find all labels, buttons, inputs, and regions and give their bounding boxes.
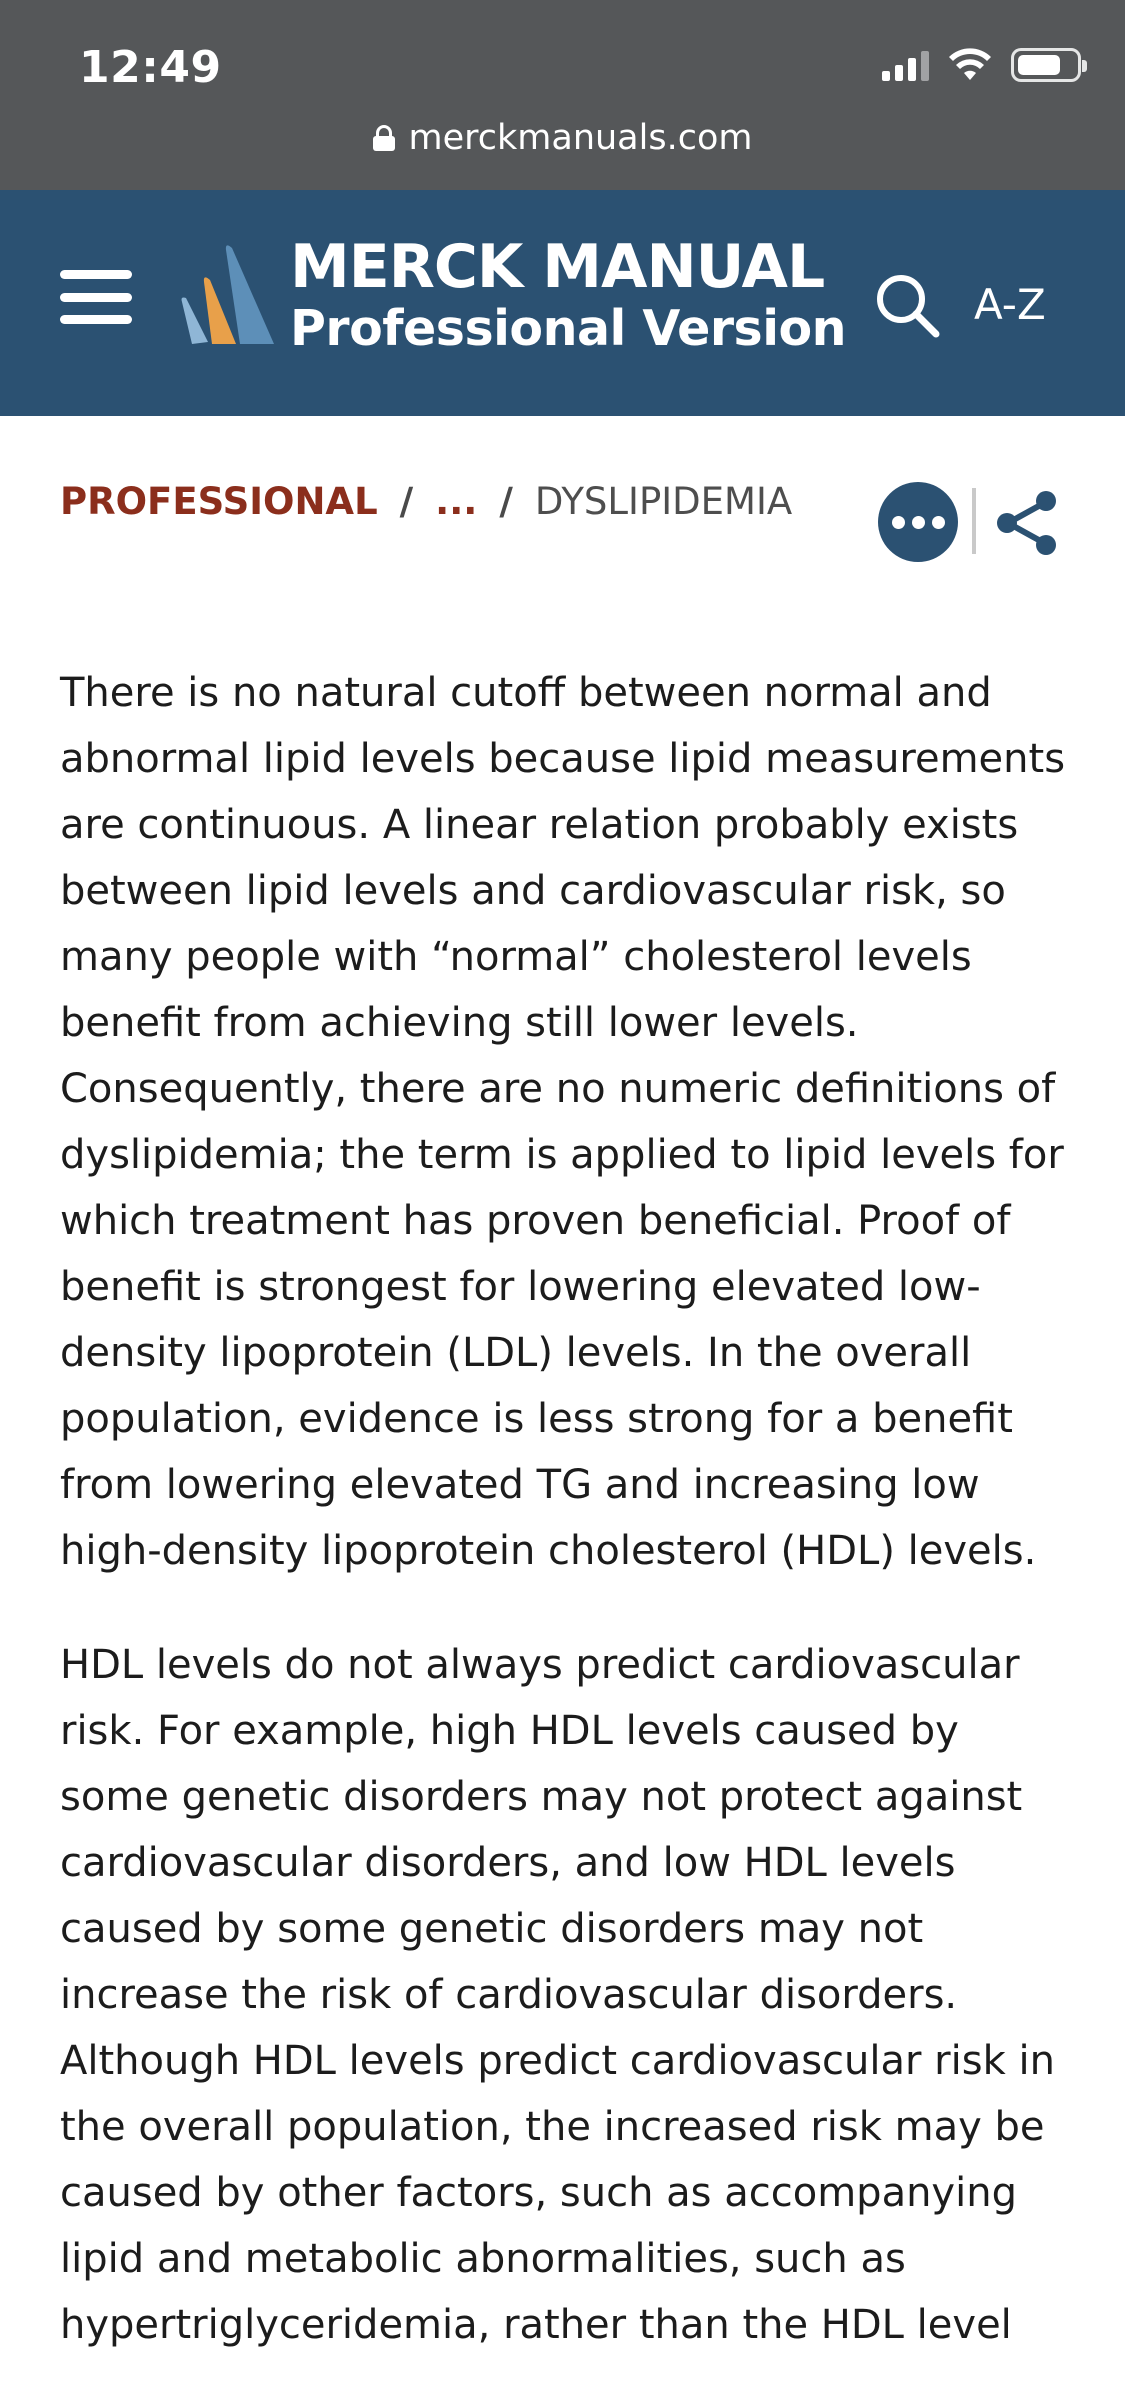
breadcrumb-separator: / bbox=[499, 480, 513, 523]
az-index-link[interactable]: A-Z bbox=[974, 280, 1046, 329]
brand-subtitle: Professional Version bbox=[290, 300, 847, 357]
brand-name: MERCK MANUAL bbox=[290, 232, 825, 302]
url-domain: merckmanuals.com bbox=[408, 118, 753, 158]
toolbar-divider bbox=[972, 488, 976, 554]
browser-chrome bbox=[0, 0, 1125, 190]
share-icon[interactable] bbox=[992, 488, 1062, 558]
url-bar[interactable] bbox=[0, 118, 1125, 158]
site-header bbox=[0, 190, 1125, 416]
breadcrumb-separator: / bbox=[399, 480, 414, 523]
battery-icon bbox=[1011, 48, 1081, 82]
brand-title[interactable] bbox=[290, 234, 846, 358]
status-time: 12:49 bbox=[79, 42, 222, 93]
wifi-icon bbox=[947, 48, 993, 82]
battery-level bbox=[1018, 55, 1060, 75]
breadcrumb-ellipsis-link[interactable]: ... bbox=[435, 480, 478, 523]
article-paragraph: There is no natural cutoff between normal and abnormal lipid levels because lipid measurements are continuous. A linear relation probably exists between lipid levels and cardiovascular risk, so many people with “normal” cholesterol levels benefit from achieving still lower levels. Consequently, there are no numeric definitions of dyslipidemia; the term is applied to lipid levels for which treatment has proven beneficial. Proof of benefit is strongest for lowering elevated low-density lipoprotein (LDL) levels. In the overall population, evidence is less strong for a benefit from lowering elevated TG and increasing low high-density lipoprotein cholesterol (HDL) levels. bbox=[60, 670, 1066, 1574]
search-icon[interactable] bbox=[874, 272, 940, 338]
status-icons bbox=[882, 48, 1081, 82]
article-body bbox=[60, 660, 1070, 2406]
more-options-icon[interactable] bbox=[878, 482, 958, 562]
lock-icon bbox=[373, 125, 395, 151]
breadcrumb-professional-link[interactable]: PROFESSIONAL bbox=[60, 480, 378, 523]
breadcrumb-current: DYSLIPIDEMIA bbox=[534, 480, 793, 523]
merck-logo-icon[interactable] bbox=[178, 242, 278, 346]
breadcrumb-row bbox=[0, 416, 1125, 586]
cellular-signal-icon bbox=[882, 49, 929, 81]
article-paragraph: HDL levels do not always predict cardiovascular risk. For example, high HDL levels caused by some genetic disorders may not protect against cardiovascular disorders, and low HDL levels caused by some genetic disorders may not increase the risk of cardiovascular disorders. Although HDL levels predict cardiovascular risk in the overall population, the increased risk may be caused by other factors, such as accompanying lipid and metabolic abnormalities, such as hypertriglyceridemia, rather than the HDL level bbox=[60, 1642, 1055, 2348]
hamburger-menu-icon[interactable] bbox=[60, 270, 132, 324]
breadcrumb bbox=[60, 480, 792, 523]
